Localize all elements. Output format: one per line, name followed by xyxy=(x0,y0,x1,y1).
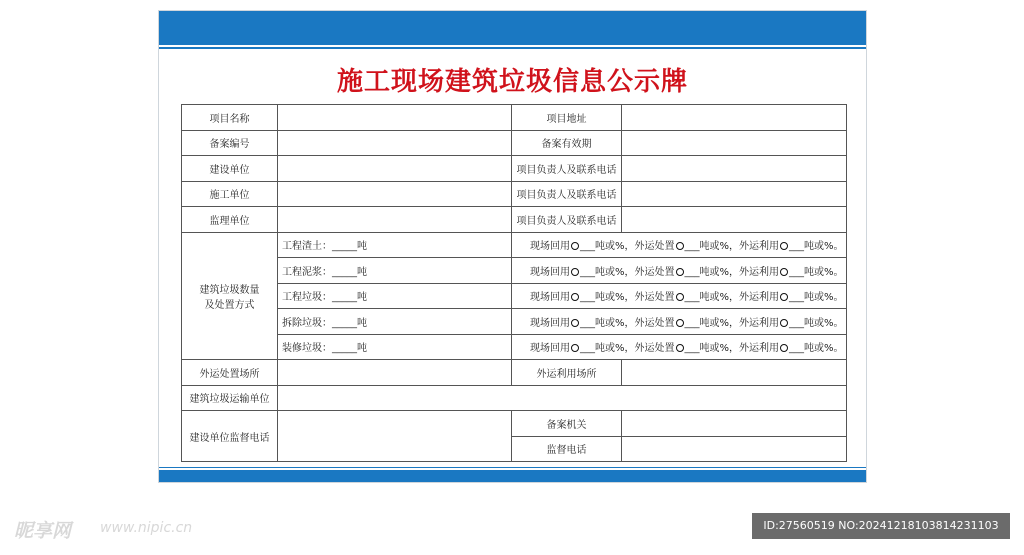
value-supervision-unit xyxy=(278,207,512,233)
circle-marker-icon xyxy=(780,319,788,327)
value-manager-contact xyxy=(622,207,847,233)
circle-marker-icon xyxy=(571,242,579,250)
circle-marker-icon xyxy=(676,293,684,301)
circle-marker-icon xyxy=(780,344,788,352)
circle-marker-icon xyxy=(571,293,579,301)
label-transport-unit: 建筑垃圾运输单位 xyxy=(182,385,278,411)
method-text: ___吨或%。 xyxy=(789,241,844,253)
table-row xyxy=(182,105,847,131)
waste-item: 拆除垃圾：_____吨 xyxy=(278,309,512,335)
table-row xyxy=(182,232,847,258)
value-filing-validity xyxy=(622,130,847,156)
watermark-id: ID:27560519 NO:20241218103814231103 xyxy=(752,513,1010,539)
method-text: 现场回用 xyxy=(530,266,570,278)
method-text: ___吨或%，外运利用 xyxy=(684,292,780,304)
label-supervision-phone: 建设单位监督电话 xyxy=(182,411,278,462)
circle-marker-icon xyxy=(780,242,788,250)
method-text: ___吨或%。 xyxy=(789,317,844,329)
circle-marker-icon xyxy=(676,319,684,327)
method-text: ___吨或%，外运利用 xyxy=(684,241,780,253)
method-text: 现场回用 xyxy=(530,317,570,329)
method-text: 现场回用 xyxy=(530,241,570,253)
label-manager-contact: 项目负责人及联系电话 xyxy=(512,156,622,182)
label-construction-unit: 建设单位 xyxy=(182,156,278,182)
label-supervision-unit: 监理单位 xyxy=(182,207,278,233)
method-text: ___吨或%，外运处置 xyxy=(580,317,675,329)
label-filing-number: 备案编号 xyxy=(182,130,278,156)
bottom-blue-line xyxy=(159,467,866,468)
waste-group-label xyxy=(182,232,278,360)
circle-marker-icon xyxy=(676,344,684,352)
table-row xyxy=(182,309,847,335)
method-text: ___吨或%。 xyxy=(789,343,844,355)
waste-group-label-line2: 及处置方式 xyxy=(204,299,255,311)
value-project-address xyxy=(622,105,847,131)
circle-marker-icon xyxy=(780,293,788,301)
method-text: ___吨或%，外运利用 xyxy=(684,317,780,329)
method-text: ___吨或%，外运利用 xyxy=(684,343,780,355)
top-blue-line xyxy=(159,47,866,49)
waste-item: 工程渣土：_____吨 xyxy=(278,232,512,258)
method-text: ___吨或%，外运处置 xyxy=(580,266,675,278)
info-table xyxy=(181,104,847,462)
value-utilization-site xyxy=(622,360,847,386)
label-project-address: 项目地址 xyxy=(512,105,622,131)
method-text: ___吨或%，外运处置 xyxy=(580,343,675,355)
table-row xyxy=(182,360,847,386)
bottom-blue-band xyxy=(159,470,866,482)
method-text: 现场回用 xyxy=(530,343,570,355)
waste-item: 装修垃圾：_____吨 xyxy=(278,334,512,360)
circle-marker-icon xyxy=(780,268,788,276)
label-filing-validity: 备案有效期 xyxy=(512,130,622,156)
table-row xyxy=(182,283,847,309)
table-row xyxy=(182,258,847,284)
table-row xyxy=(182,411,847,437)
table-row xyxy=(182,130,847,156)
board-title: 施工现场建筑垃圾信息公示牌 xyxy=(336,67,688,97)
top-blue-band xyxy=(159,11,866,45)
disposal-method xyxy=(512,258,847,284)
waste-item: 工程泥浆：_____吨 xyxy=(278,258,512,284)
label-disposal-site: 外运处置场所 xyxy=(182,360,278,386)
label-manager-contact: 项目负责人及联系电话 xyxy=(512,181,622,207)
watermark-brand: 昵享网 xyxy=(14,520,72,542)
table-row xyxy=(182,334,847,360)
label-filing-authority: 备案机关 xyxy=(512,411,622,437)
value-manager-contact xyxy=(622,156,847,182)
method-text: ___吨或%，外运处置 xyxy=(580,292,675,304)
label-builder-unit: 施工单位 xyxy=(182,181,278,207)
table-row xyxy=(182,207,847,233)
method-text: ___吨或%。 xyxy=(789,292,844,304)
circle-marker-icon xyxy=(571,344,579,352)
label-manager-contact: 项目负责人及联系电话 xyxy=(512,207,622,233)
value-transport-unit xyxy=(278,385,847,411)
method-text: ___吨或%，外运处置 xyxy=(580,241,675,253)
label-project-name: 项目名称 xyxy=(182,105,278,131)
label-supervise-phone: 监督电话 xyxy=(512,436,622,462)
value-construction-unit xyxy=(278,156,512,182)
circle-marker-icon xyxy=(676,242,684,250)
value-supervise-phone xyxy=(622,436,847,462)
waste-item: 工程垃圾：_____吨 xyxy=(278,283,512,309)
value-builder-unit xyxy=(278,181,512,207)
method-text: ___吨或%，外运利用 xyxy=(684,266,780,278)
watermark-url: www.nipic.cn xyxy=(100,520,193,536)
circle-marker-icon xyxy=(571,268,579,276)
value-filing-authority xyxy=(622,411,847,437)
value-disposal-site xyxy=(278,360,512,386)
disposal-method xyxy=(512,334,847,360)
method-text: ___吨或%。 xyxy=(789,266,844,278)
table-row xyxy=(182,181,847,207)
value-project-name xyxy=(278,105,512,131)
circle-marker-icon xyxy=(676,268,684,276)
table-row xyxy=(182,156,847,182)
circle-marker-icon xyxy=(571,319,579,327)
value-filing-number xyxy=(278,130,512,156)
table-row xyxy=(182,385,847,411)
disposal-method xyxy=(512,309,847,335)
notice-board xyxy=(158,10,867,483)
disposal-method xyxy=(512,283,847,309)
value-supervision-phone xyxy=(278,411,512,462)
waste-group-label-line1: 建筑垃圾数量 xyxy=(199,284,260,296)
label-utilization-site: 外运利用场所 xyxy=(512,360,622,386)
value-manager-contact xyxy=(622,181,847,207)
method-text: 现场回用 xyxy=(530,292,570,304)
disposal-method xyxy=(512,232,847,258)
